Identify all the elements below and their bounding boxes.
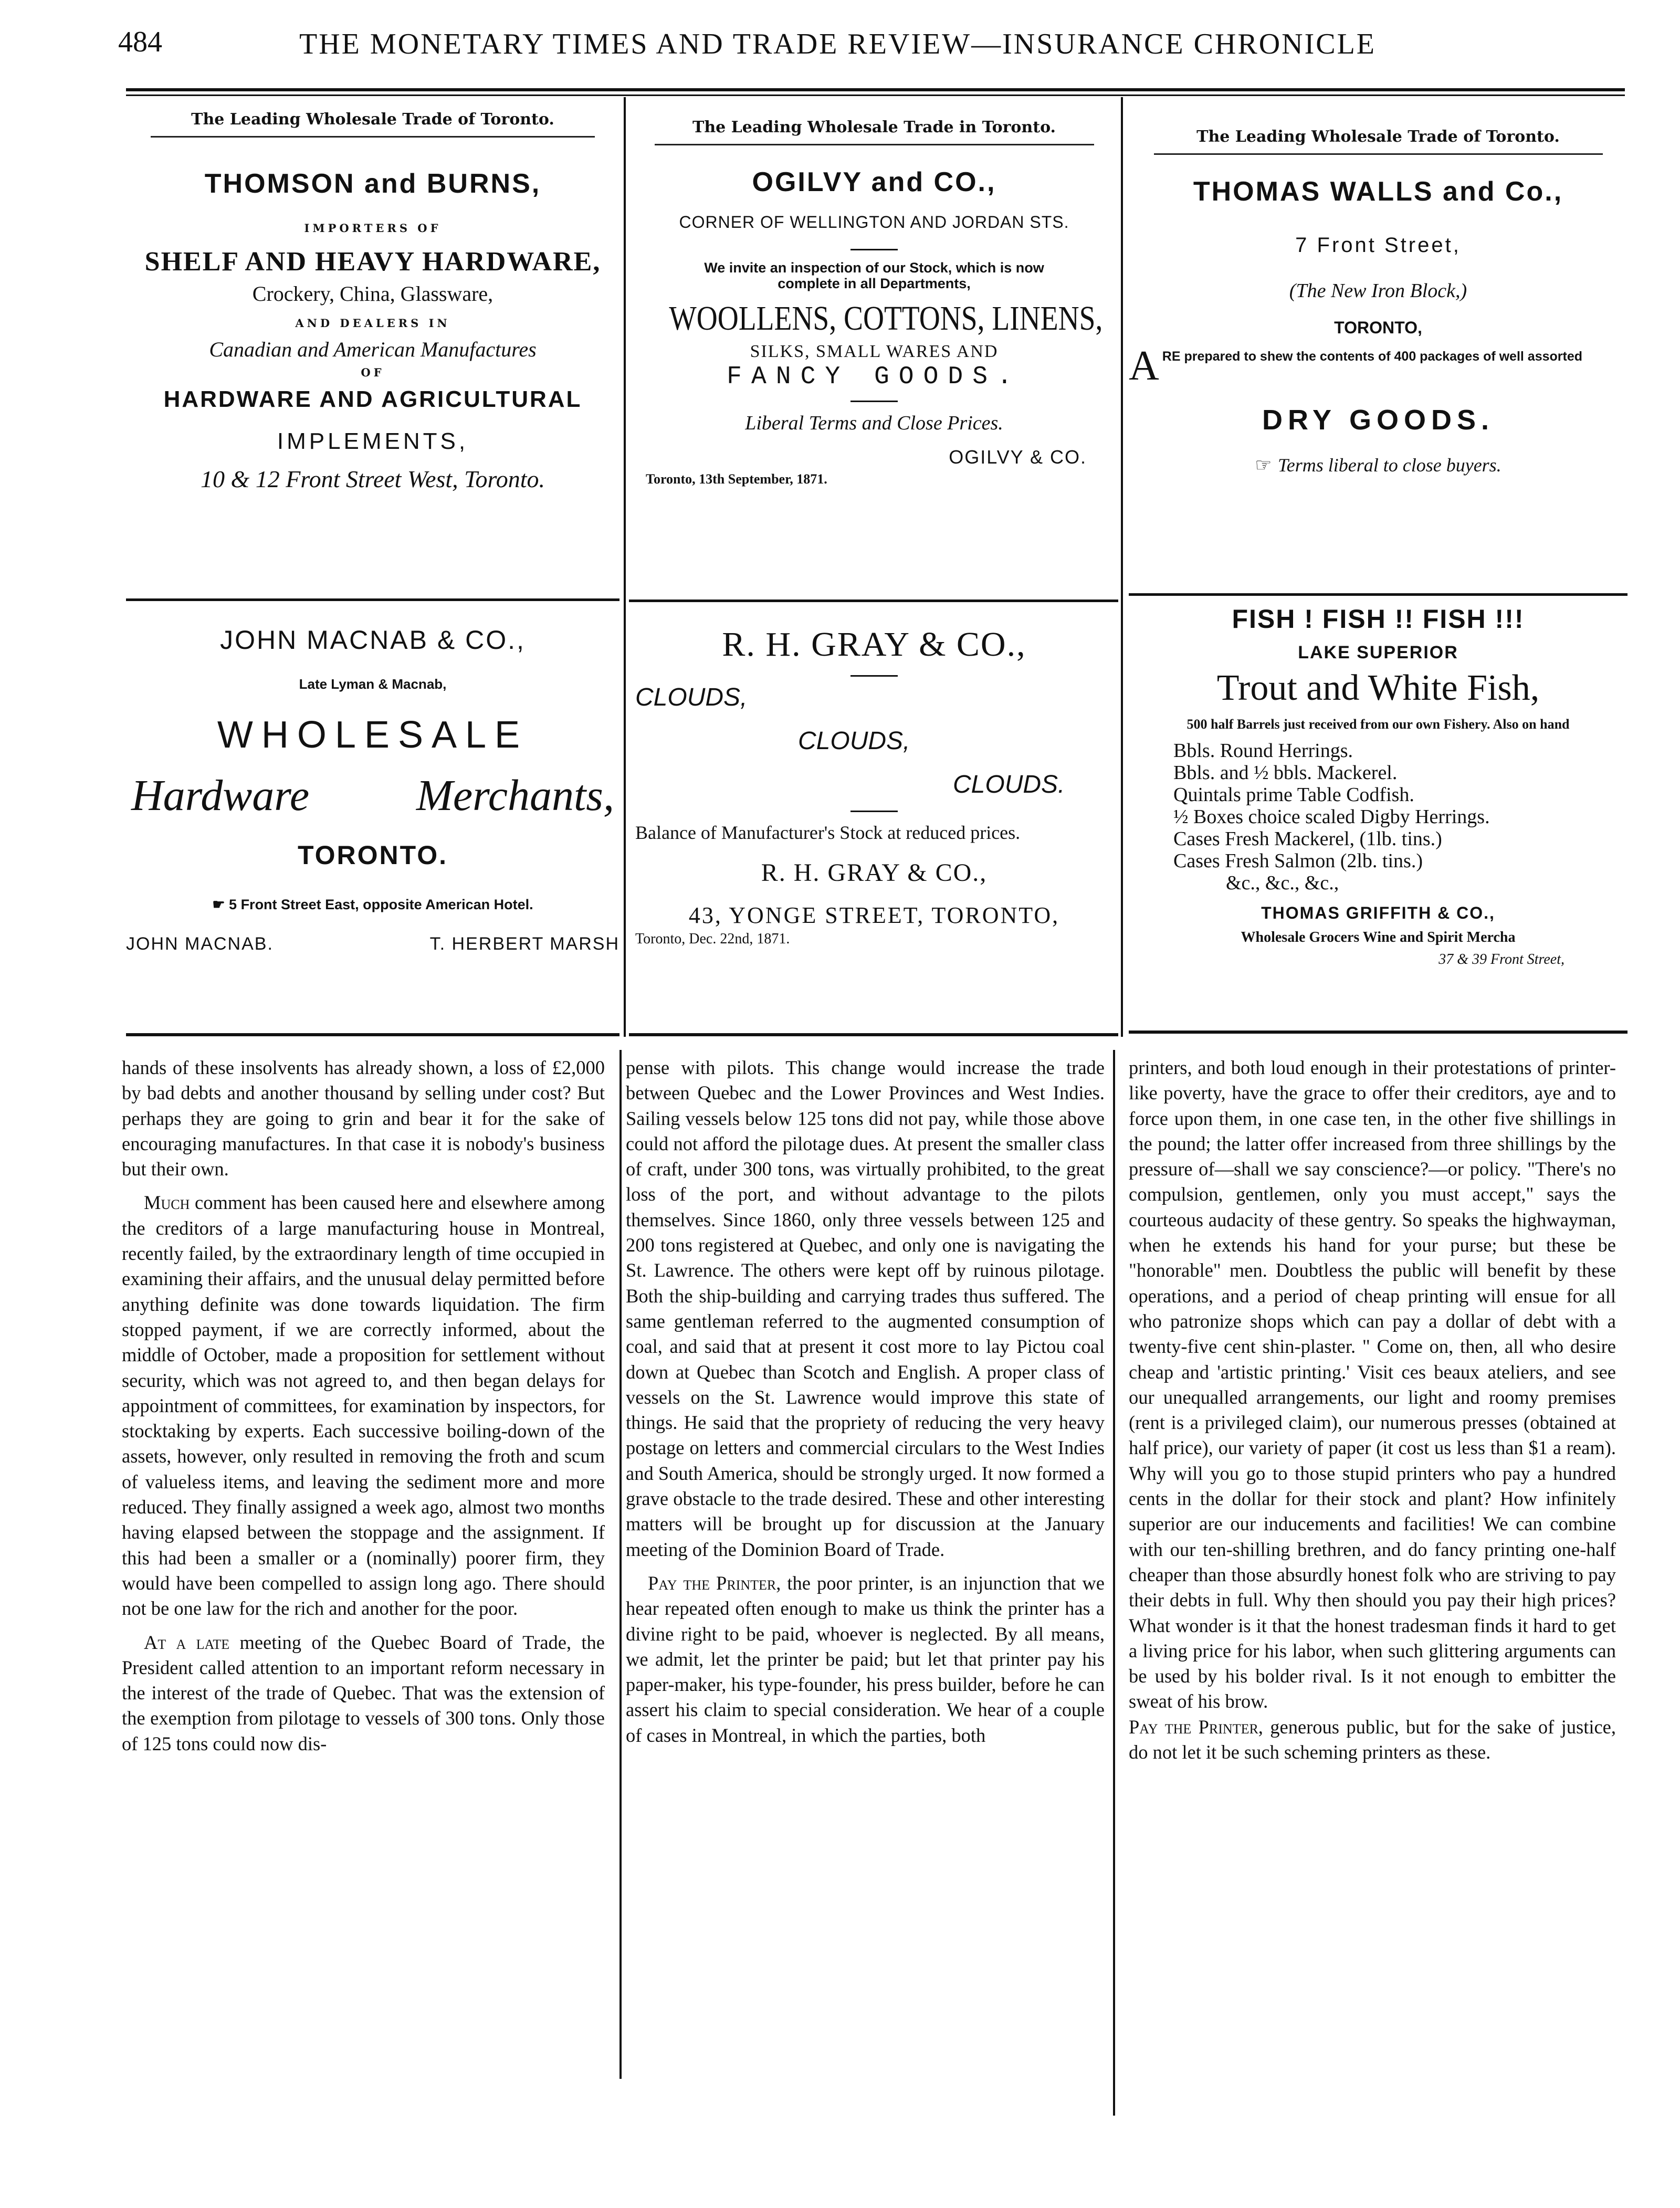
ad-line: 43, YONGE STREET, TORONTO, (688, 902, 1060, 928)
ad-line: R. H. GRAY & CO., (761, 859, 988, 887)
text-column-rule-1 (620, 1050, 622, 2079)
paragraph-lead: At a late (144, 1631, 230, 1653)
ad-line: HARDWARE AND AGRICULTURAL (163, 386, 582, 412)
ad-line: RE prepared to shew the contents of 400 packages of well assorted (1162, 349, 1583, 364)
ad-line: SILKS, SMALL WARES AND (750, 342, 999, 361)
ad-line: AND DEALERS IN (295, 317, 450, 330)
ad-caption: The Leading Wholesale Trade of Toronto. (191, 110, 554, 129)
ad-line: We invite an inspection of our Stock, which is now complete in all Departments, (704, 260, 1044, 291)
fish-item: &c., &c., &c., (1226, 872, 1339, 894)
pointing-hand-icon: ☛ (212, 897, 225, 912)
signature: T. HERBERT MARSH (429, 934, 620, 954)
ad-line: OGILVY & CO. (949, 446, 1087, 468)
ad-line: WHOLESALE (217, 714, 529, 756)
ad-line: 5 Front Street East, opposite American Hotel. (229, 897, 533, 912)
ad-divider (629, 600, 1118, 602)
ad-line: IMPLEMENTS, (277, 428, 469, 454)
paragraph-body: comment has been caused here and elsewhere among the creditors of a large manufacturing house in Montreal, recently failed, by the extraordinary length of time occupied in examining their affairs, and the unusual delay permitted before anything definite was done towards liquidation. The firm stopped payment, if we are correctly informed, about the middle of October, made a proposition for settlement without security, which was not agreed to, and then began delays for appointment of committees, for examination by inspectors, for stocktaking by experts. Each successive boiling-down of the assets, however, only resulted in removing the froth and scum of valueless items, and leaving the sediment more and more reduced. They finally assigned a week ago, almost two months having elapsed between the stoppage and the assignment. If this had been a smaller or a (nominally) poorer firm, they would have been compelled to assign long ago. There should not be one law for the rich and another for the poor. (122, 1192, 605, 1620)
firm-name: THOMSON and BURNS, (204, 169, 541, 199)
header-rule-top (126, 88, 1625, 91)
ad-divider (1129, 1031, 1628, 1034)
ad-caption: The Leading Wholesale Trade of Toronto. (1196, 128, 1560, 146)
ad-line: 500 half Barrels just received from our own Fishery. Also on hand (1186, 717, 1570, 732)
ad-line: IMPORTERS OF (304, 222, 442, 235)
ad-address (126, 897, 620, 913)
ad-line: 10 & 12 Front Street West, Toronto. (201, 466, 545, 492)
ad-line: Trout and White Fish, (1216, 668, 1540, 708)
ad-line: Canadian and American Manufactures (209, 338, 537, 361)
ad-rh-gray (630, 625, 1118, 948)
ad-line: THOMAS GRIFFITH & CO., (1261, 903, 1495, 922)
ad-signatures (126, 934, 620, 954)
fish-item: Bbls. and ½ bbls. Mackerel. (1173, 762, 1398, 784)
ad-line: (The New Iron Block,) (1289, 280, 1467, 302)
ad-line: SHELF AND HEAVY HARDWARE, (144, 247, 601, 277)
ad-line: TORONTO. (297, 840, 448, 870)
drop-cap: A (1129, 343, 1159, 389)
fish-item: Quintals prime Table Codfish. (1173, 784, 1414, 806)
ad-paragraph (1129, 343, 1628, 389)
pointing-hand-icon: ☞ (1255, 455, 1272, 476)
ad-date: Toronto, Dec. 22nd, 1871. (635, 931, 790, 947)
clouds-1: CLOUDS, (635, 684, 748, 711)
ad-divider (126, 598, 620, 601)
hardware-merchants (126, 770, 620, 821)
text-column-3 (1129, 1055, 1616, 1765)
ad-line: Wholesale Grocers Wine and Spirit Mercha (1241, 929, 1516, 945)
clouds-3: CLOUDS. (953, 771, 1065, 798)
ad-fish (1129, 604, 1628, 968)
header-rule-bottom (126, 94, 1625, 96)
text-column-1 (122, 1055, 605, 1757)
ad-column-rule-2 (1121, 97, 1123, 1037)
paragraph-body: generous public, but for the sake of justice, do not let it be such scheming printers as these. (1129, 1716, 1616, 1763)
ad-line: Balance of Manufacturer's Stock at reduced prices. (635, 822, 1021, 843)
ad-line: LAKE SUPERIOR (1298, 643, 1458, 663)
ad-line: 37 & 39 Front Street, (1438, 951, 1564, 968)
ad-terms (1129, 454, 1628, 476)
firm-name: R. H. GRAY & CO., (722, 625, 1026, 664)
ad-dash (850, 401, 898, 402)
ad-line: FISH ! FISH !! FISH !!! (1232, 604, 1525, 634)
ad-divider (126, 1033, 620, 1036)
ad-dash (850, 249, 898, 250)
ad-line: FANCY GOODS. (727, 363, 1022, 391)
ad-line: Crockery, China, Glassware, (252, 282, 494, 306)
article-paragraph (626, 1571, 1105, 1748)
caption-rule (151, 136, 595, 138)
text-column-rule-2 (1113, 1050, 1115, 2116)
page-number: 484 (118, 26, 162, 58)
paragraph-lead: Pay the Printer, (648, 1572, 781, 1594)
ad-line: Hardware (131, 771, 310, 820)
ad-line: WOOLLENS, COTTONS, LINENS, (669, 299, 1103, 338)
clouds-2: CLOUDS, (798, 727, 910, 755)
firm-name: JOHN MACNAB & CO., (220, 625, 526, 655)
ad-column-rule-1 (624, 97, 626, 1037)
firm-name: OGILVY and CO., (752, 167, 996, 197)
ad-thomson-burns (126, 110, 620, 493)
ad-divider (1129, 593, 1628, 596)
fish-item-list (1129, 740, 1628, 894)
fish-item: Cases Fresh Salmon (2lb. tins.) (1173, 850, 1423, 872)
article-paragraph (122, 1630, 605, 1757)
article-paragraph (122, 1190, 605, 1621)
ad-line: DRY GOODS. (1262, 404, 1495, 436)
signature: JOHN MACNAB. (126, 934, 274, 954)
fish-item: Cases Fresh Mackerel, (1lb. tins.) (1173, 828, 1442, 850)
ad-dash (850, 811, 898, 812)
caption-rule (1154, 153, 1603, 155)
ad-john-macnab (126, 625, 620, 954)
ad-line: CORNER OF WELLINGTON AND JORDAN STS. (679, 213, 1069, 232)
ad-caption: The Leading Wholesale Trade in Toronto. (692, 118, 1056, 136)
caption-rule (655, 144, 1094, 145)
article-paragraph: pense with pilots. This change would increase the trade between Quebec and the Lower Provinces and West Indies. Sailing vessels below 125 tons did not pay, while those above could not afford the pilotage dues. At present the smaller class of craft, under 300 tons, was virtually prohibited, to the great loss of the port, and without advantage to the pilots themselves. Since 1860, only three vessels between 125 and 200 tons registered at Quebec, and only one is navigating the St. Lawrence. The others were kept off by ruinous pilotage. Both the ship-building and carrying trades thus suffered. The same gentleman referred to the augmented consumption of coal, and said that at present it cost more to lay Pictou coal down at Quebec than Scotch and English. A proper class of vessels on the St. Lawrence would improve this state of things. He said that the propriety of reducing the very heavy postage on letters and commercial circulars to the West Indies and South America, should be strongly urged. It now formed a grave obstacle to the trade desired. These and other interesting matters will be brought up for discussion at the January meeting of the Dominion Board of Trade. (626, 1057, 1105, 1560)
ad-thomas-walls (1129, 128, 1628, 476)
ad-line: 7 Front Street, (1295, 234, 1461, 257)
article-paragraph: printers, and both loud enough in their protestations of printer-like poverty, have the grace to offer their creditors, aye and to force upon them, in one case ten, in the other five shillings in the pound; the latter offer increased from three shillings by the pressure of—shall we say conscience?—or policy. "There's no compulsion, gentlemen, only you must accept," says the courteous audacity of these gentry. So speaks the highwayman, when he extends his hand for your purse; but these be "honorable" men. Doubtless the public will benefit by these operations, and a period of cheap printing will ensue for all who patronize shops which can pay a dollar of debt with a twenty-five cent shin-plaster. " Come on, then, all who desire cheap and 'artistic printing.' Visit ces beaux ateliers, and see our unequalled arrangements, our light and roomy premises (rent is a privileged claim), our numerous presses (obtained at half price), our variety of paper (it cost us less than $1 a ream). Why will you go to those stupid printers who pay a hundred cents in the dollar for their stock and plant? How infinitely superior are our inducements and facilities! We can combine with our ten-shilling brethren, and do fancy printing one-half cheaper than those absurdly honest folk who are striving to pay their debts in full. Why then should you pay their high prices? What wonder is it that the honest tradesman finds it hard to get a living price for his labor, when such glittering arguments can be used by his bolder rival. Is it not enough to embitter the sweat of his brow. (1129, 1057, 1616, 1712)
ad-line: Terms liberal to close buyers. (1278, 455, 1502, 476)
paragraph-lead: Pay the Printer, (1129, 1716, 1263, 1738)
paragraph-lead: Much (144, 1192, 190, 1214)
ad-line: Merchants, (416, 771, 614, 820)
article-paragraph (1129, 1715, 1616, 1765)
article-paragraph: hands of these insolvents has already shown, a loss of £2,000 by bad debts and another thousand by selling under cost? But perhaps they are going to grin and bear it for the sake of encouraging manufactures. In that case it is nobody's business but their own. (122, 1057, 605, 1180)
ad-line: Late Lyman & Macnab, (299, 676, 447, 692)
paragraph-body: meeting of the Quebec Board of Trade, the President called attention to an important reform necessary in the interest of the trade of Quebec. That was the extension of the exemption from pilotage to vessels of 300 tons. Only those of 125 tons could now dis- (122, 1631, 605, 1754)
fish-item: ½ Boxes choice scaled Digby Herrings. (1173, 806, 1490, 828)
ad-divider (629, 1033, 1118, 1036)
ad-date: Toronto, 13th September, 1871. (646, 471, 827, 487)
ad-line: Liberal Terms and Close Prices. (745, 412, 1003, 434)
text-column-2 (626, 1055, 1105, 1748)
ad-dash (850, 675, 898, 677)
ad-line: TORONTO, (1334, 318, 1422, 337)
paragraph-body: the poor printer, is an injunction that we hear repeated often enough to make us think the printer has a divine right to be paid, whoever is neglected. By all means, we admit, let the printer be paid; but let that printer pay his paper-maker, his type-founder, his press builder, before he can assert his claim to special consideration. We hear of a couple of cases in Montreal, in which the parties, both (626, 1572, 1105, 1746)
ad-ogilvy (630, 118, 1118, 487)
masthead: THE MONETARY TIMES AND TRADE REVIEW—INSURANCE CHRONICLE (299, 28, 1377, 60)
ad-line: OF (361, 366, 385, 379)
firm-name: THOMAS WALLS and Co., (1193, 176, 1563, 207)
fish-item: Bbls. Round Herrings. (1173, 740, 1353, 762)
